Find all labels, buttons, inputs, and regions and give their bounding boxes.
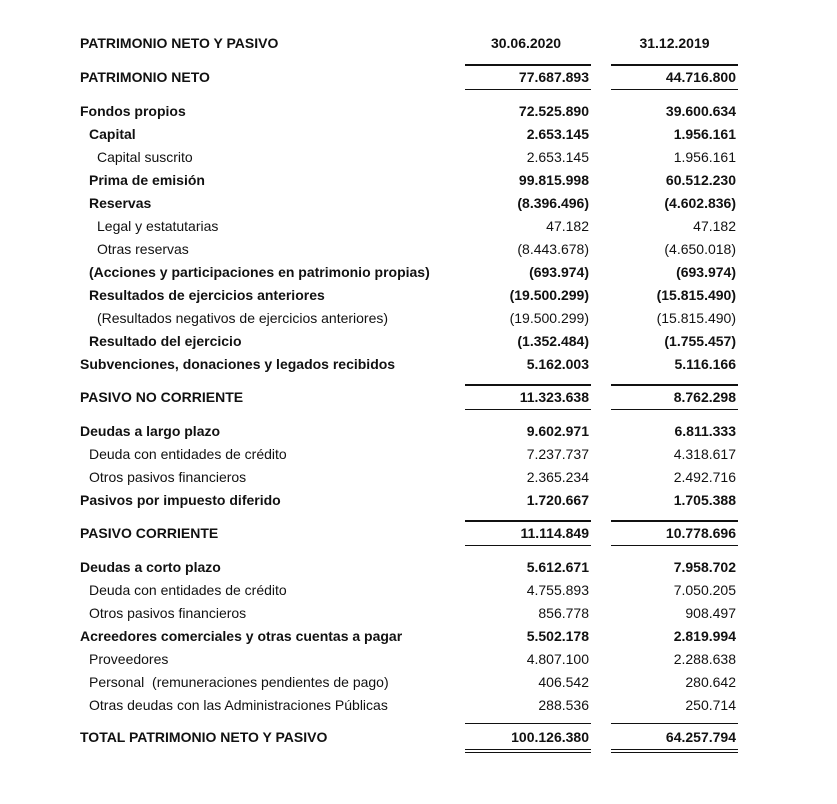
row-label: (Resultados negativos de ejercicios anteriores) [97,310,389,326]
row-label: Deudas a largo plazo [80,423,221,439]
value-2019: 2.819.994 [673,628,736,644]
table-row [0,671,837,693]
value-2020: 99.815.998 [518,172,589,188]
row-label: TOTAL PATRIMONIO NETO Y PASIVO [80,729,328,745]
header-row [0,32,837,54]
table-row [0,353,837,375]
value-2019: 1.705.388 [673,492,736,508]
value-2019: 1.956.161 [673,126,736,142]
table-row [0,330,837,352]
row-label: Otros pasivos financieros [89,469,247,485]
value-2020: 72.525.890 [518,103,589,119]
section-bottom-rule [611,409,738,410]
table-row [0,625,837,647]
row-label: Otras deudas con las Administraciones Públicas [89,697,388,713]
value-2019: 8.762.298 [673,389,736,405]
row-label: (Acciones y participaciones en patrimonio propias) [89,264,430,280]
total-double-rule [465,752,591,753]
table-row [0,648,837,670]
value-2020: 5.162.003 [526,356,589,372]
value-2019: 2.492.716 [673,469,736,485]
value-2019: (15.815.490) [656,287,736,303]
value-2019: 60.512.230 [665,172,736,188]
total-double-rule [465,749,591,750]
value-2020: 288.536 [538,697,589,713]
value-2019: (693.974) [676,264,736,280]
value-2020: 7.237.737 [526,446,589,462]
table-row [0,489,837,511]
value-2020: 856.778 [538,605,589,621]
value-2020: 4.807.100 [526,651,589,667]
value-2020: 406.542 [538,674,589,690]
section-row-pasivo-corriente [0,522,837,544]
value-2019: 7.050.205 [673,582,736,598]
value-2020: 5.612.671 [526,559,589,575]
value-2019: 908.497 [685,605,736,621]
table-row [0,146,837,168]
table-row [0,556,837,578]
section-bottom-rule [611,89,738,90]
value-2019: (15.815.490) [656,310,736,326]
table-row [0,100,837,122]
value-2020: 11.114.849 [520,525,589,541]
value-2019: 39.600.634 [665,103,736,119]
table-row [0,261,837,283]
value-2020: 4.755.893 [526,582,589,598]
value-2019: 47.182 [693,218,736,234]
table-row [0,284,837,306]
table-row [0,466,837,488]
section-bottom-rule [465,409,591,410]
section-row-pasivo-no-corriente [0,386,837,408]
row-label: Personal (remuneraciones pendientes de pago) [89,674,389,690]
row-label: Otras reservas [97,241,189,257]
value-2019: 4.318.617 [673,446,736,462]
row-label: PASIVO NO CORRIENTE [80,389,244,405]
table-row [0,215,837,237]
table-row [0,602,837,624]
row-label: PASIVO CORRIENTE [80,525,219,541]
value-2019: 1.956.161 [673,149,736,165]
value-2019: 2.288.638 [673,651,736,667]
value-2020: 77.687.893 [518,69,589,85]
section-bottom-rule [465,89,591,90]
table-row [0,307,837,329]
column-header-2020: 30.06.2020 [490,35,562,51]
section-bottom-rule [611,545,738,546]
value-2019: (1.755.457) [664,333,736,349]
value-2020: 5.502.178 [526,628,589,644]
row-label: Prima de emisión [89,172,205,188]
value-2020: 2.365.234 [526,469,589,485]
value-2020: 100.126.380 [511,729,589,745]
value-2020: (1.352.484) [517,333,589,349]
value-2020: (19.500.299) [509,287,589,303]
row-label: Fondos propios [80,103,186,119]
value-2020: (8.443.678) [517,241,589,257]
row-label: Resultados de ejercicios anteriores [89,287,325,303]
value-2019: 5.116.166 [674,356,736,372]
row-label: Subvenciones, donaciones y legados recibidos [80,356,396,372]
value-2019: 6.811.333 [674,423,736,439]
total-double-rule [611,752,738,753]
total-top-rule [465,723,591,724]
row-label: Deuda con entidades de crédito [89,446,287,462]
total-row [0,726,837,748]
value-2019: (4.650.018) [664,241,736,257]
value-2019: (4.602.836) [664,195,736,211]
section-row-patrimonio-neto [0,66,837,88]
column-header-2019: 31.12.2019 [639,35,710,51]
table-row [0,192,837,214]
table-row [0,694,837,716]
total-double-rule [611,749,738,750]
value-2020: 1.720.667 [526,492,589,508]
row-label: Deuda con entidades de crédito [89,582,287,598]
row-label: Capital suscrito [97,149,193,165]
value-2020: 9.602.971 [526,423,589,439]
table-title: PATRIMONIO NETO Y PASIVO [80,35,279,51]
total-top-rule [611,723,738,724]
value-2019: 7.958.702 [673,559,736,575]
value-2020: 11.323.638 [519,389,589,405]
table-row [0,238,837,260]
value-2020: (19.500.299) [509,310,589,326]
section-bottom-rule [465,545,591,546]
table-row [0,420,837,442]
value-2020: (693.974) [529,264,589,280]
table-row [0,443,837,465]
row-label: Pasivos por impuesto diferido [80,492,281,508]
value-2020: 2.653.145 [526,126,589,142]
row-label: Deudas a corto plazo [80,559,221,575]
row-label: Acreedores comerciales y otras cuentas a pagar [80,628,403,644]
value-2020: 47.182 [546,218,589,234]
table-row [0,169,837,191]
row-label: Proveedores [89,651,169,667]
row-label: Resultado del ejercicio [89,333,242,349]
value-2019: 44.716.800 [665,69,736,85]
value-2019: 250.714 [685,697,736,713]
table-row [0,123,837,145]
value-2019: 10.778.696 [665,525,736,541]
value-2020: (8.396.496) [517,195,589,211]
row-label: Legal y estatutarias [97,218,219,234]
table-row [0,579,837,601]
value-2019: 280.642 [685,674,736,690]
row-label: Reservas [89,195,152,211]
row-label: Otros pasivos financieros [89,605,247,621]
row-label: PATRIMONIO NETO [80,69,210,85]
value-2020: 2.653.145 [526,149,589,165]
value-2019: 64.257.794 [665,729,736,745]
row-label: Capital [89,126,136,142]
